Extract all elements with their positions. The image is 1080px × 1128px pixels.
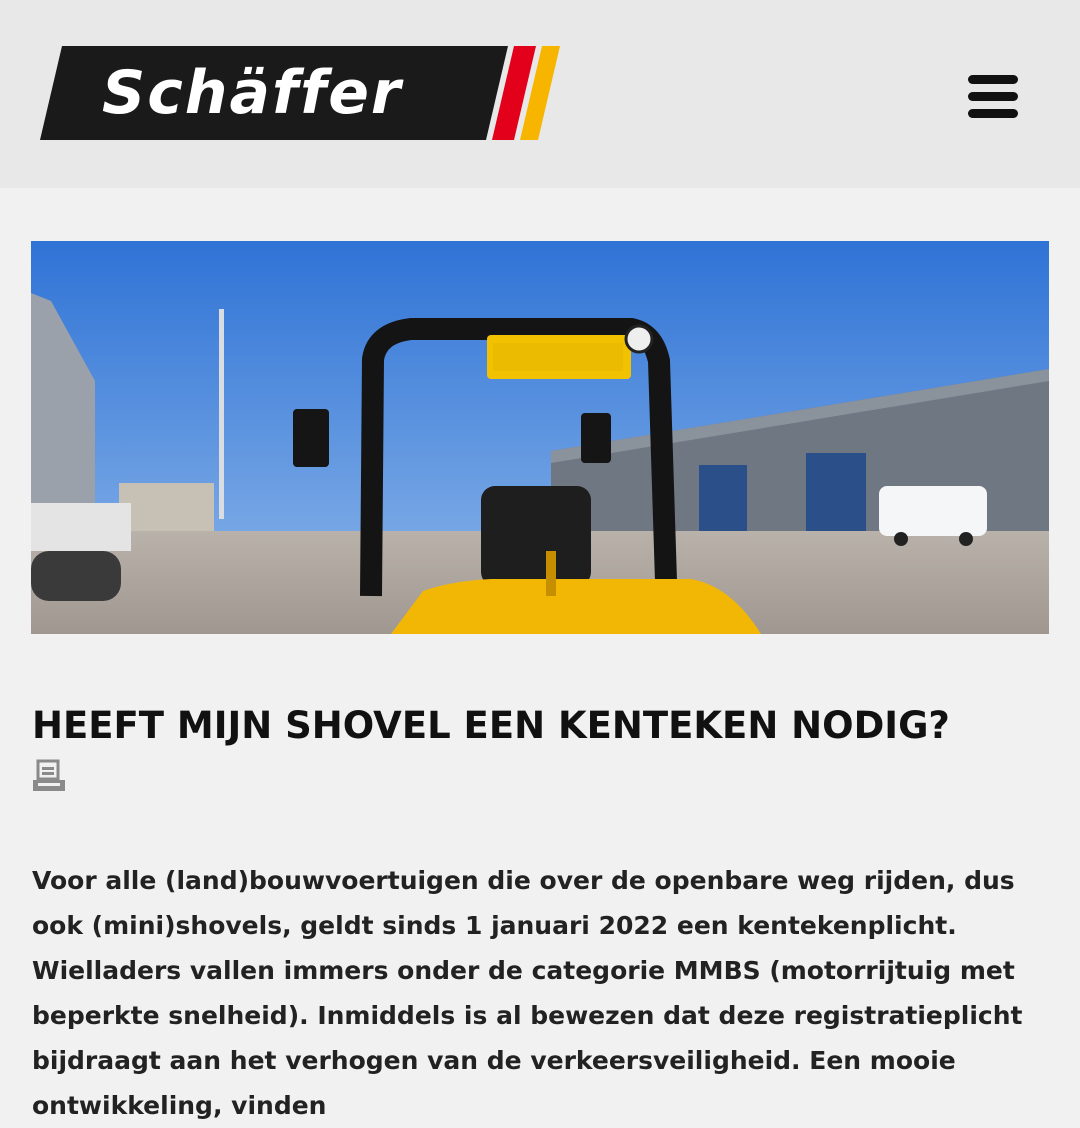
article-paragraph: Voor alle (land)bouwvoertuigen die over de openbare weg rijden, dus ook (mini)shovels, geldt sinds 1 januari 2022 een kentekenplicht. Wielladers vallen immers onder de categorie MMBS (motorrijtuig met beperkte snelheid). Inmiddels is al bewezen dat deze registratieplicht bijdraagt aan het verhogen van de verkeersveiligheid. Een mooie ontwikkeling, vinden: [32, 866, 1023, 1120]
hero-image: [31, 241, 1049, 634]
article-title: HEEFT MIJN SHOVEL EEN KENTEKEN NODIG?: [32, 704, 950, 747]
wheel-loader-photo: [31, 241, 1049, 634]
site-header: [0, 0, 1080, 188]
logo-text: Schäffer: [102, 58, 403, 128]
hamburger-icon: [968, 75, 1018, 84]
schaffer-logo[interactable]: [40, 44, 564, 142]
hamburger-menu-button[interactable]: [966, 74, 1020, 122]
print-icon[interactable]: [32, 760, 66, 792]
